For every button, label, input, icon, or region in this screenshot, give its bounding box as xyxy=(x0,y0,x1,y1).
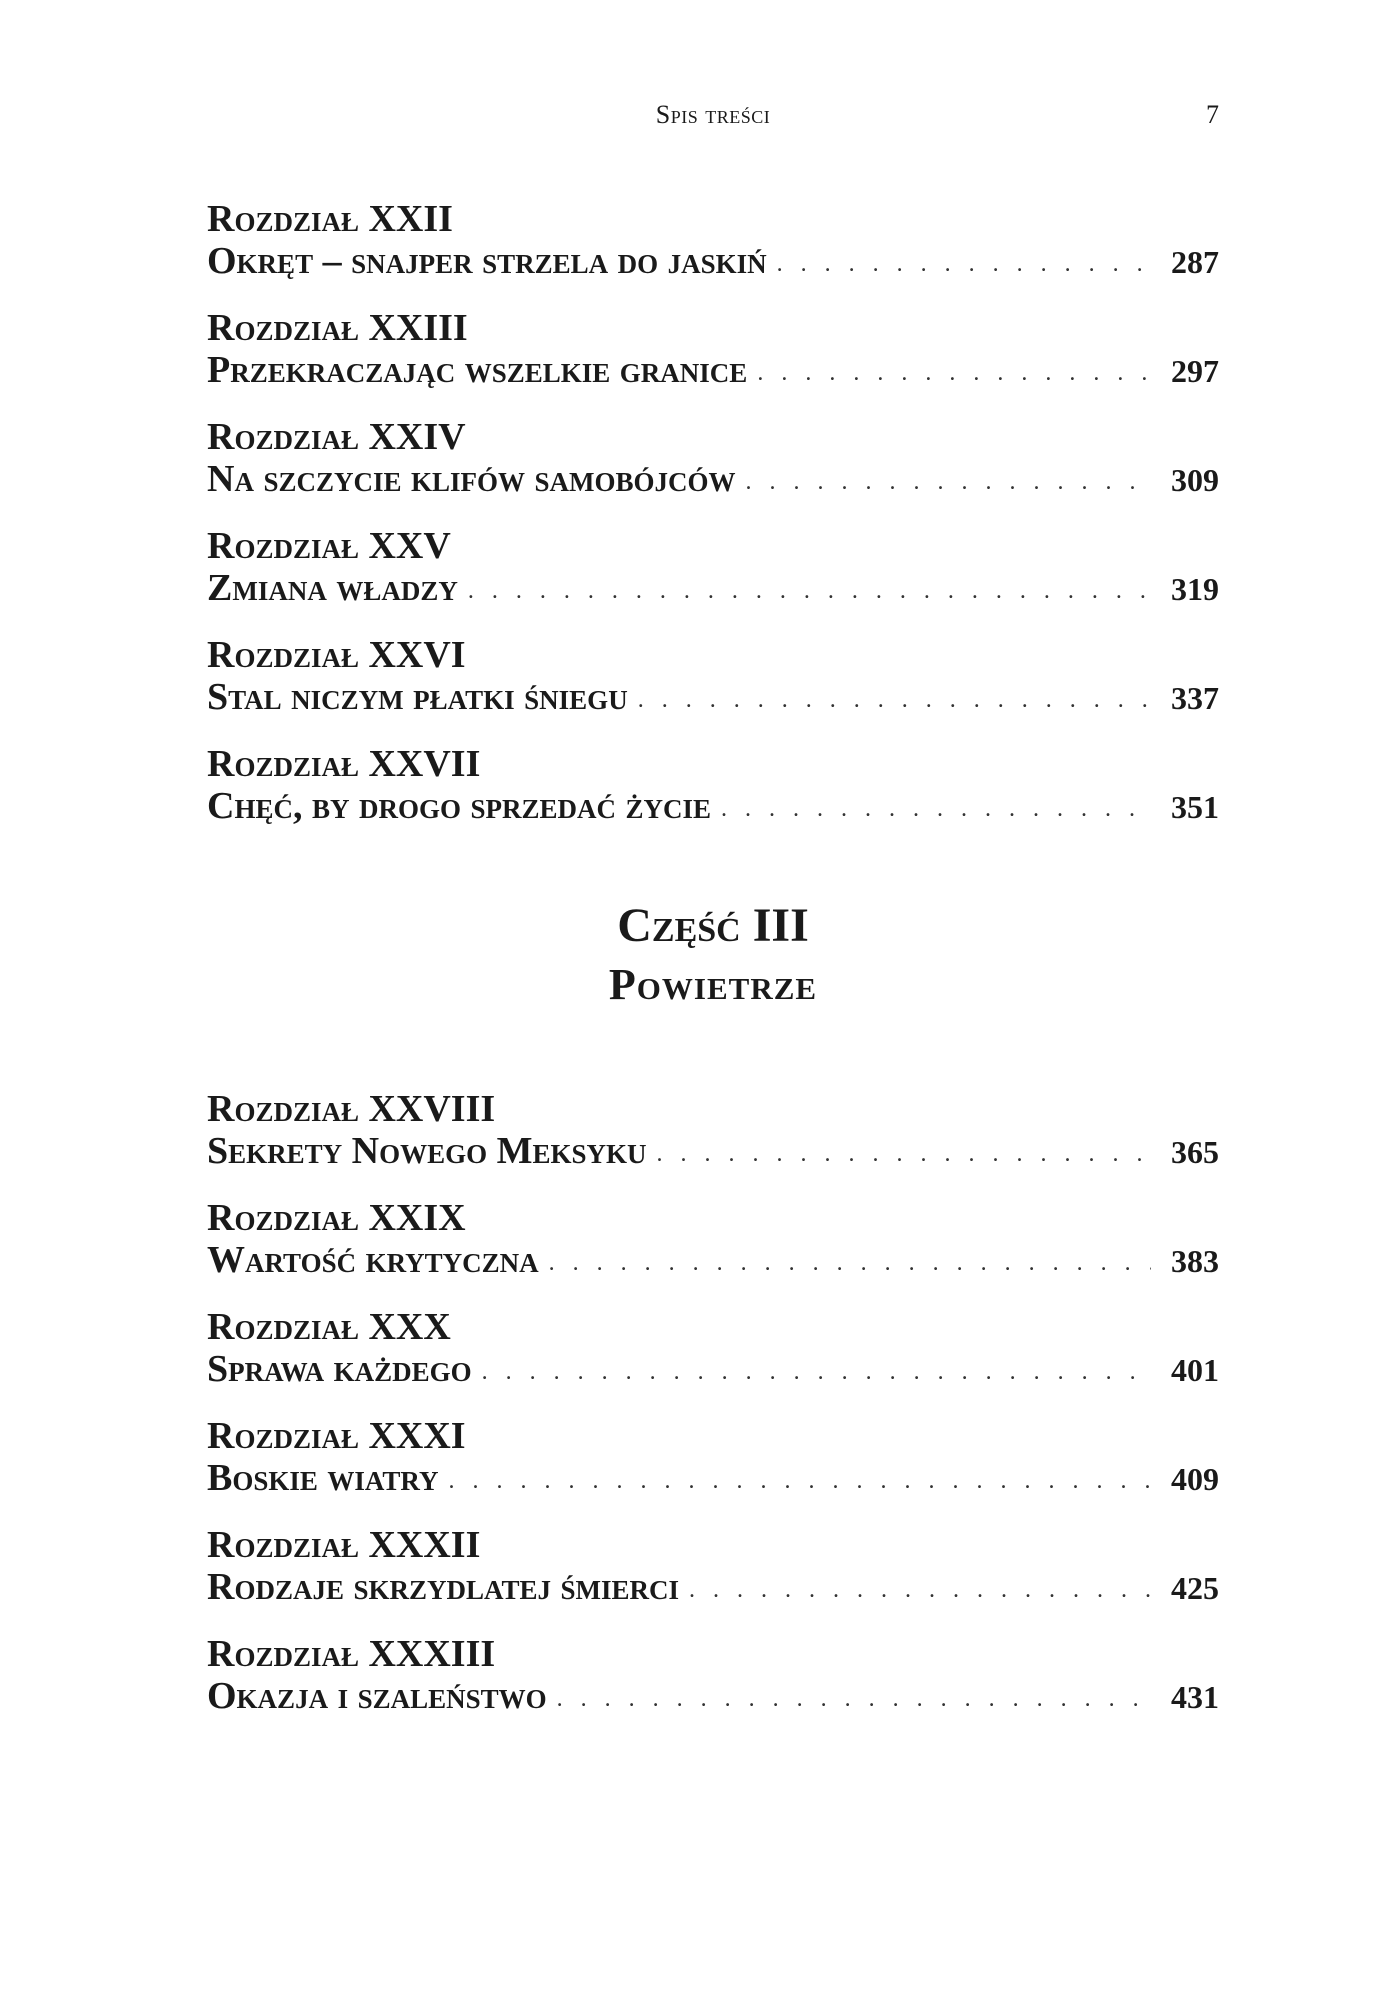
chapter-page-number: 337 xyxy=(1171,680,1219,716)
chapter-title: Zmiana władzy xyxy=(207,567,458,609)
chapter-page-number: 309 xyxy=(1171,462,1219,498)
toc-entry xyxy=(207,1088,1219,1197)
dot-leader xyxy=(549,1242,1151,1284)
chapter-title: Okręt – snajper strzela do jaskiń xyxy=(207,240,767,282)
chapter-label: Rozdział XXXIII xyxy=(207,1633,496,1675)
dot-leader xyxy=(638,679,1151,721)
chapter-label: Rozdział XXV xyxy=(207,525,451,567)
chapter-page-number: 425 xyxy=(1171,1570,1219,1606)
toc-entry xyxy=(207,1415,1219,1524)
dot-leader xyxy=(746,461,1151,503)
chapter-title: Przekraczając wszelkie granice xyxy=(207,349,748,391)
toc-entry xyxy=(207,743,1219,852)
part-heading xyxy=(207,896,1219,1014)
dot-leader xyxy=(482,1351,1151,1393)
toc-list-before-part xyxy=(207,198,1219,852)
chapter-line xyxy=(207,1239,1219,1281)
chapter-line xyxy=(207,785,1219,827)
chapter-label: Rozdział XXIII xyxy=(207,307,468,349)
chapter-page-number: 287 xyxy=(1171,244,1219,280)
part-label: Część III xyxy=(617,899,809,952)
chapter-label: Rozdział XXIV xyxy=(207,416,466,458)
chapter-title: Okazja i szaleństwo xyxy=(207,1675,547,1717)
chapter-line xyxy=(207,240,1219,282)
chapter-title: Boskie wiatry xyxy=(207,1457,439,1499)
chapter-line xyxy=(207,458,1219,500)
chapter-line xyxy=(207,1130,1219,1172)
dot-leader xyxy=(689,1569,1151,1611)
chapter-label: Rozdział XXVII xyxy=(207,743,481,785)
running-title: Spis treści xyxy=(655,100,771,129)
chapter-label: Rozdział XXII xyxy=(207,198,453,240)
chapter-page-number: 383 xyxy=(1171,1243,1219,1279)
chapter-line xyxy=(207,349,1219,391)
chapter-line xyxy=(207,567,1219,609)
chapter-page-number: 431 xyxy=(1171,1679,1219,1715)
dot-leader xyxy=(657,1133,1151,1175)
chapter-title: Wartość krytyczna xyxy=(207,1239,539,1281)
chapter-title: Na szczycie klifów samobójców xyxy=(207,458,736,500)
dot-leader xyxy=(777,243,1151,285)
toc-entry xyxy=(207,307,1219,416)
dot-leader xyxy=(448,1460,1151,1502)
chapter-label: Rozdział XXXII xyxy=(207,1524,481,1566)
dot-leader xyxy=(468,570,1151,612)
chapter-title: Chęć, by drogo sprzedać życie xyxy=(207,785,712,827)
chapter-label: Rozdział XXVI xyxy=(207,634,466,676)
chapter-label: Rozdział XXIX xyxy=(207,1197,466,1239)
toc-entry xyxy=(207,416,1219,525)
running-head xyxy=(207,100,1219,140)
toc-entry xyxy=(207,1197,1219,1306)
chapter-label: Rozdział XXVIII xyxy=(207,1088,496,1130)
chapter-title: Stal niczym płatki śniegu xyxy=(207,676,628,718)
chapter-page-number: 319 xyxy=(1171,571,1219,607)
chapter-page-number: 401 xyxy=(1171,1352,1219,1388)
chapter-title: Sprawa każdego xyxy=(207,1348,472,1390)
toc-entry xyxy=(207,1633,1219,1742)
chapter-line xyxy=(207,1566,1219,1608)
toc-list-after-part xyxy=(207,1088,1219,1742)
chapter-label: Rozdział XXX xyxy=(207,1306,451,1348)
dot-leader xyxy=(557,1678,1151,1720)
dot-leader xyxy=(721,788,1151,830)
dot-leader xyxy=(757,352,1151,394)
chapter-line xyxy=(207,676,1219,718)
chapter-page-number: 351 xyxy=(1171,789,1219,825)
chapter-page-number: 297 xyxy=(1171,353,1219,389)
chapter-title: Sekrety Nowego Meksyku xyxy=(207,1130,647,1172)
chapter-label: Rozdział XXXI xyxy=(207,1415,466,1457)
page-number: 7 xyxy=(1206,100,1219,129)
toc-entry xyxy=(207,525,1219,634)
chapter-line xyxy=(207,1457,1219,1499)
toc-entry xyxy=(207,1524,1219,1633)
chapter-title: Rodzaje skrzydlatej śmierci xyxy=(207,1566,680,1608)
chapter-page-number: 365 xyxy=(1171,1134,1219,1170)
toc-entry xyxy=(207,198,1219,307)
chapter-line xyxy=(207,1675,1219,1717)
chapter-line xyxy=(207,1348,1219,1390)
part-title: Powietrze xyxy=(608,960,818,1009)
toc-entry xyxy=(207,634,1219,743)
toc-entry xyxy=(207,1306,1219,1415)
chapter-page-number: 409 xyxy=(1171,1461,1219,1497)
